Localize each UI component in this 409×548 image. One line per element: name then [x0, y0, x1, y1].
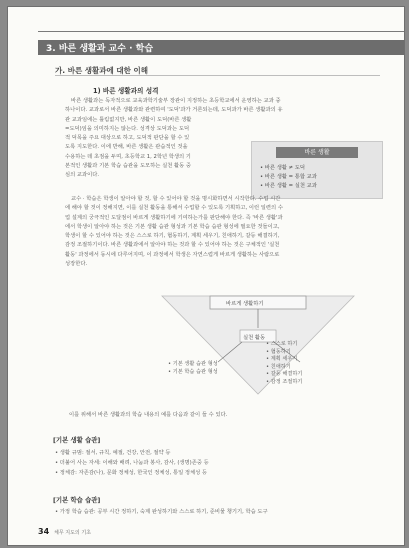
diagram-right-list	[266, 341, 302, 387]
diagram-right-item: • 갈등 해결하기	[266, 371, 303, 378]
diagram-right-item: • 감정 조절하기	[266, 378, 303, 385]
diagram-right-item: • 스스로 하기	[266, 341, 298, 347]
list-item: • 더불어 사는 자세: 이해와 배려, 나눔과 봉사, 감사, (생명)존중 등	[55, 460, 209, 466]
diagram-right-item: • 협동하기	[266, 348, 291, 355]
paragraph-line: 에 해야 할 것이 정해지면, 이를 실천 활동을 통해서 수업할 수 있도록 기획하고, 이런 일련의 수	[65, 205, 283, 212]
paragraph-2	[65, 195, 395, 269]
summary-box-item: • 바른 생활 = 실천 교과	[260, 183, 317, 189]
document-page	[7, 6, 405, 546]
diagram-right-item: • 친애하기	[266, 363, 291, 370]
diagram-right-item: • 계획 세우기	[266, 356, 298, 363]
paragraph-line: 심의 교과이다.	[65, 172, 100, 179]
page-number: 34	[38, 527, 50, 536]
diagram-left-item: • 기본 학습 습관 형성	[168, 368, 218, 375]
list-item: • 정체감: 자존감(나), 문화 정체성, 한국인 정체성, 통일 정체성 등	[55, 470, 208, 476]
header-rule	[38, 31, 404, 32]
paragraph-line: 감정 조절하기이다. 바른 생활과에서 알아야 하는 것과 할 수 있어야 하는 것은 구체적인 '실천	[65, 242, 280, 249]
paragraph-line: 에서 학생이 알아야 하는 것은 기본 생활 습관 형성과 기본 학습 습관 형성에 필요한 것들이고,	[65, 223, 280, 230]
heading: 1) 바른 생활과의 성격	[93, 87, 159, 95]
paragraph-line: 하나이다. 교과로서 바른 생활과와 관련하여 '도덕'과가 거론되는데, 도덕과가 바른 생활과의 유	[65, 107, 283, 114]
paragraph-line: 활동' 과정에서 동시에 다루어지며, 이 과정에서 학생은 자연스럽게 바르게 생활하는 사람으로	[65, 251, 280, 258]
subsection-rule	[55, 75, 380, 76]
subsection-title: 가. 바른 생활과에 대한 이해	[55, 66, 148, 75]
paragraph-line: 학생이 할 수 있어야 하는 것은 스스로 하기, 협동하기, 계획 세우기, 친애하기, 갈등 해결하기,	[65, 233, 280, 240]
list-2-title: [기본 학습 습관]	[53, 496, 101, 504]
summary-box	[251, 141, 383, 199]
list-2	[55, 507, 268, 517]
diagram-center-label: 실천 활동	[243, 335, 266, 341]
paragraph-line: 업 설계의 궁극적인 도달점이 바르게 생활하기에 기여하는가를 판단해야 한다. 즉 '바른 생활'과	[65, 214, 283, 221]
summary-box-list	[260, 164, 317, 191]
paragraph-3: 이를 위해서 바른 생활과의 학습 내용의 예를 다음과 같이 들 수 있다.	[69, 412, 228, 418]
diagram-left-item: • 기본 생활 습관 형성	[168, 361, 218, 367]
diagram-left-list	[168, 361, 218, 376]
list-1-title: [기본 생활 습관]	[53, 436, 101, 444]
diagram-top-label: 바르게 생활하기	[226, 301, 264, 307]
list-item: • 생활 규범: 절서, 규칙, 예절, 건강, 안전, 절약 등	[55, 450, 171, 456]
concept-diagram	[158, 292, 358, 400]
footer-text: 체무 지도의 기초	[54, 530, 91, 536]
paragraph-line: 도록 지도한다. 이에 반해, 바른 생활은 관습적인 것을	[65, 144, 188, 151]
paragraph-line: 성장한다.	[65, 261, 88, 268]
summary-box-title: 바른 생활	[276, 147, 358, 158]
paragraph-line: 본적인 생활과 기본 학습 습관을 도모하는 실천 활동 중	[65, 163, 192, 170]
paragraph-line: 교수 · 학습은 학생이 알아야 할 것, 할 수 있어야 할 것을 명시화하면서 시작한다. 수업 시간	[71, 196, 281, 202]
paragraph-line: 수용하는 데 초점을 두며, 초등학교 1, 2학년 학생의 기	[65, 153, 191, 160]
paragraph-line: 관 교과임에는 틀림없지만, 바른 생활이 도덕(바른 생활	[65, 116, 192, 123]
paragraph-line: 적 덕목을 주요 대상으로 하고, 도덕적 판단을 할 수 있	[65, 135, 190, 142]
section-title: 3. 바른 생활과 교수 · 학습	[46, 44, 154, 54]
paragraph-line: =도덕)임을 의미하지는 않는다. 성격상 도덕과는 도덕	[65, 125, 190, 132]
summary-box-item: • 바른 생활 ≠ 도덕	[260, 165, 305, 171]
summary-box-item: • 바른 생활 = 통합 교과	[260, 174, 317, 180]
paragraph-line: 바른 생활과는 독자적으로 교육과학기술부 장관이 지정하는 초등학교에서 운영하는 교과 중	[71, 98, 281, 104]
list-item: • 가정 학습 습관: 공부 시간 정하기, 숙제 완성하기와 스스로 하기, 준비물 챙기기, 학습 도구	[55, 509, 268, 515]
list-1	[55, 448, 209, 478]
